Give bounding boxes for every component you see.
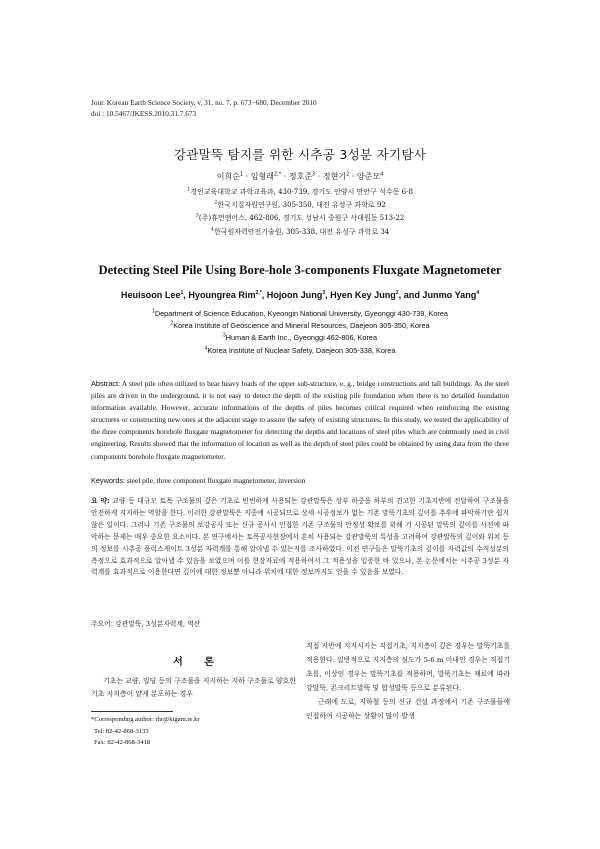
keywords (91, 476, 509, 485)
english-title: Detecting Steel Pile Using Bore-hole 3-components Fluxgate Magnetometer (98, 263, 502, 277)
section-heading: 서 론 (173, 657, 214, 668)
korean-authors: 이희순$^1$ · 임형래$^{2,*}$ · 정호준$^3$ · 정현기$^2$ · 양준모$^4$ (216, 171, 384, 181)
keywords-text: steel pile, three component fluxgate magnetometer, inversion (125, 476, 306, 485)
body-paragraph: 기초는 교량, 빌딩 등의 구조물을 지지하는 지하 구조물로 양호한 기초 지지층이 얕게 분포하는 경우 (91, 677, 296, 698)
keywords-label: Keywords: (91, 476, 126, 485)
author-ko-2: 임형래 (250, 172, 274, 181)
affiliation-ko-2: $^2$한국지질자원연구원, 305-350, 대전 유성구 과학로 92 (214, 199, 386, 210)
korean-affiliations (0, 186, 600, 239)
affiliation-en-3: $^3$Human & Earth Inc., Gyeonggi 462-806, Korea (222, 332, 378, 343)
english-affiliations (0, 308, 600, 357)
footnote-tel: Tel: 82-42-868-3133 (94, 727, 149, 735)
author-ko-4: 정현기 (322, 172, 347, 181)
affiliation-en-1: $^1$Department of Science Education, Kyeongin National University, Gyeonggi 430-739, Korea (152, 308, 448, 318)
author-en-3: Hojoon Jung (266, 290, 323, 300)
affiliation-ko-4: $^4$한국원자력안전기술원, 305-338, 대전 유성구 과학로 34 (210, 226, 390, 236)
journal-header (91, 97, 317, 119)
affiliation-ko-1: $^1$경인교육대학교 과학교육과, 430-739, 경기도 안양시 만안구 석수동 6-8 (187, 186, 413, 196)
korean-keywords-label: 주요어: (91, 620, 113, 628)
footnote-fax: Fax: 82-42-868-3418 (94, 739, 151, 747)
english-authors: Heuisoon Lee$^1$, Hyoungrea Rim$^{2,*}$, Hojoon Jung$^3$, Hyen Key Jung$^2$, and Junmo Yang$^4$ (120, 289, 480, 300)
author-en-2: Hyoungrea Rim (188, 290, 256, 300)
korean-summary (91, 496, 509, 579)
author-ko-5: 양준모 (356, 172, 381, 181)
abstract (91, 378, 509, 463)
abstract-label: Abstract: (91, 379, 121, 388)
korean-keywords-text: 강관말뚝, 3성분자력계, 역산 (113, 620, 201, 628)
body-paragraph: 직접 지반에 지지시키는 직접기초, 지지층이 깊은 경우는 말뚝기초를 적용한다. 일반적으로 지지층의 심도가 5-6 m 이내인 경우는 직접기초를, 이상인 경우는 말뚝기초를 적용하며, 말뚝기초는 재료에 따라 강말뚝, 콘크리트말뚝 및 합성말뚝 등으로 분류된다. (306, 642, 510, 692)
author-en-4: Hyen Key Jung (330, 290, 396, 300)
footnote-divider (91, 711, 173, 712)
korean-summary-label: 요 약: (91, 497, 110, 505)
author-ko-1: 이희순 (216, 172, 240, 181)
affiliation-en-2: $^2$Korea Institute of Geoscience and Mineral Resources, Daejeon 305-350, Korea (170, 320, 430, 331)
author-ko-3: 정호준 (288, 172, 313, 181)
korean-keywords (91, 618, 509, 628)
author-en-5: Junmo Yang (422, 290, 477, 300)
affiliation-en-4: $^4$Korea Institute of Nuclear Safety, Daejeon 305-338, Korea (204, 345, 396, 355)
korean-summary-text: 교량 등 대규모 토목 구조물의 깊은 기초로 빈번하게 사용되는 강관말뚝은 상부 하중을 하부의 견고한 기초지반에 전달하여 구조물을 안전하게 지지하는 역할을 한다. 이러한 강관말뚝은 지중에 시공되므로 상세 시공정보가 없는 기존 말뚝기초의 깊이를 추후에 파악하기란 쉽지 않은 일이다. 그러나 기존 구조물의 보강공사 또는 신규 공사시 인접한 기존 구조물의 안정성 확보를 위해 기 시공된 말뚝의 깊이를 사전에 파악하는 문제는 매우 중요한 요소이다. 본 연구에서는 토목공사현장에서 흔히 사용되는 강관말뚝의 특성을 고려하여 강관말뚝의 깊이와 위치 등의 정보를 시추공 플럭스게이트 3성분 자력계를 통해 알아낼 수 있는지를 조사하였다. 이전 연구들은 말뚝기초의 깊이를 자력값의 수직성분의 측정으로 효과적으로 알아낼 수 있음을 보였으며 이를 현장자료에 적용하여서 그 적용성을 입증한 바 있으나, 본 논문에서는 시추공 3성분 자력계를 효과적으로 이용한다면 깊이에 대한 정보뿐 아니라 위치에 대한 정보까지도 얻을 수 있음을 보였다. (91, 497, 510, 577)
body-paragraph: 근래에 도로, 지하철 등의 신규 건설 과정에서 기존 구조물들에 인접하여 시공하는 상황이 많이 발생 (306, 698, 510, 720)
body-right-column (306, 639, 510, 723)
affiliation-ko-3: $^3$(주)휴먼앤어스, 462-806, 경기도 성남시 중원구 사대원동 513-22 (195, 213, 405, 223)
journal-doi: doi : 10.5467/JKESS.2010.31.7.673 (91, 109, 197, 118)
footnote (91, 714, 200, 749)
author-en-1: Heuisoon Lee (120, 290, 181, 300)
abstract-text: A steel pile often utilized to bear heavy loads of the upper sub-structure, e. g., bridge constructions and tall buildings. As the steel piles are driven in the underground, it is not easy to detect the depth of the existing pile foundation when there is no detailed foundation information available. However, accurate informations of the depths of piles becomes critical required when reinforcing the existing structures or constructing new ones at the adjacent stage to assure the safety of existing structures. In this study, we tested the applicability of the three components borehole fluxgate magnetometer for detecting the depths and locations of steel piles which are commonly used in civil engineering. Results showed that the information of location as well as the depth of steel piles could be obtained by using data from the three components borehole fluxgate magnetometer. (91, 379, 509, 461)
corresponding-author: *Corresponding author: rhr@kigam.re.kr (91, 716, 200, 723)
journal-citation: Jour. Korean Earth Science Society, v. 31, no. 7, p. 673−680, December 2010 (91, 98, 317, 107)
body-left-column (91, 675, 296, 701)
korean-title: 강관말뚝 탐지를 위한 시추공 3성분 자기탐사 (173, 147, 427, 162)
